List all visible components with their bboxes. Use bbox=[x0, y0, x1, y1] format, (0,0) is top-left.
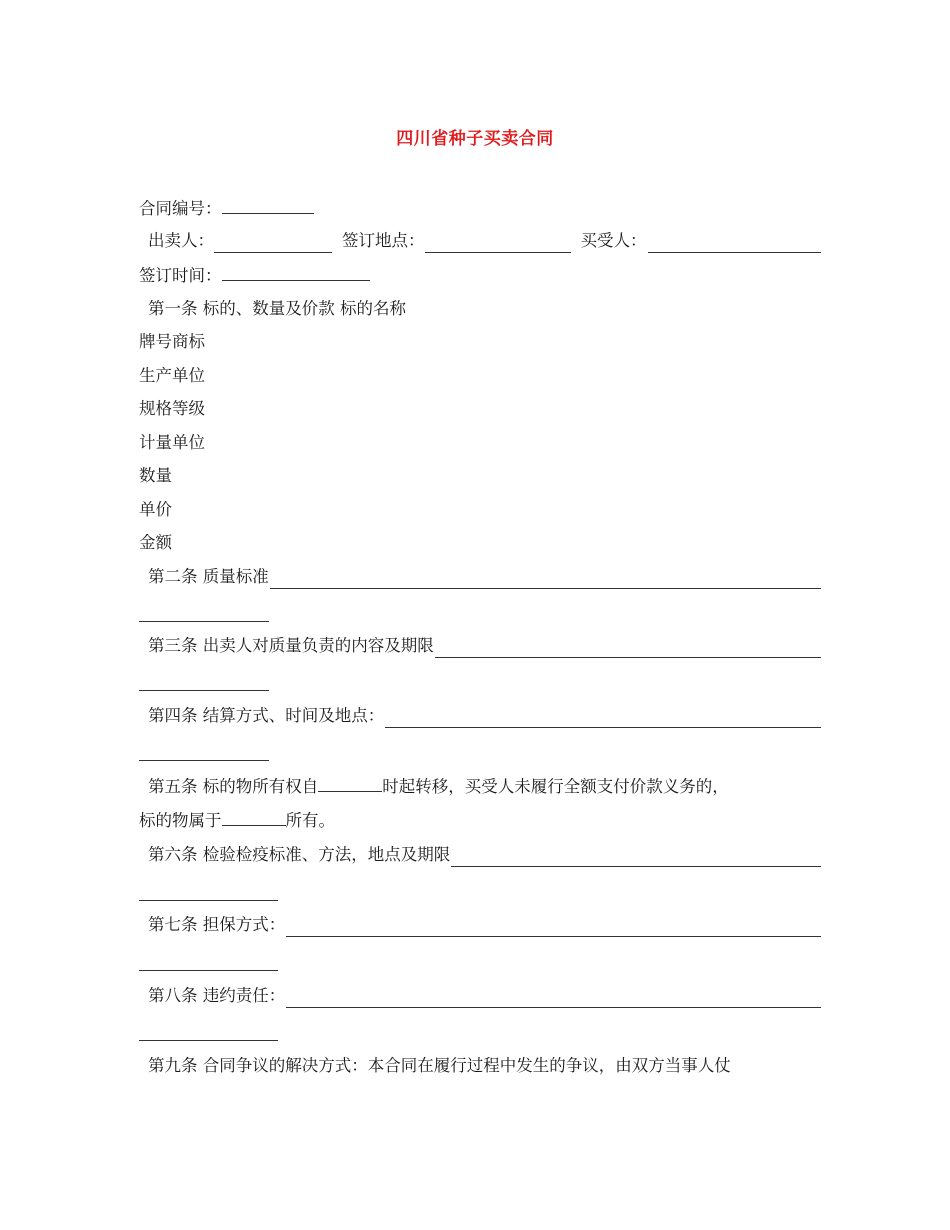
article-6-blank[interactable] bbox=[451, 849, 821, 867]
item-brand: 牌号商标 bbox=[139, 332, 205, 351]
item-quantity: 数量 bbox=[139, 466, 172, 485]
signing-time-label: 签订时间： bbox=[139, 266, 222, 285]
article-8-blank[interactable] bbox=[286, 990, 821, 1008]
ownership-transfer-blank[interactable] bbox=[318, 774, 382, 792]
item-producer: 生产单位 bbox=[139, 366, 205, 385]
buyer-label: 买受人： bbox=[580, 231, 647, 250]
contract-number-label: 合同编号： bbox=[139, 199, 222, 218]
article-5-text-d: 所有。 bbox=[285, 811, 335, 830]
item-grade: 规格等级 bbox=[139, 399, 205, 418]
item-amount: 金额 bbox=[139, 533, 172, 552]
item-price: 单价 bbox=[139, 500, 172, 519]
article-7 bbox=[139, 913, 821, 937]
article-3-text: 第三条 出卖人对质量负责的内容及期限 bbox=[148, 636, 434, 655]
article-5-continued bbox=[139, 808, 812, 832]
article-2-blank[interactable] bbox=[270, 571, 821, 589]
article-2 bbox=[139, 565, 821, 589]
article-4-blank[interactable] bbox=[385, 710, 821, 728]
signing-place-blank[interactable] bbox=[425, 235, 571, 253]
article-2-text: 第二条 质量标准 bbox=[148, 567, 269, 586]
seller-blank[interactable] bbox=[214, 235, 332, 253]
article-6 bbox=[139, 843, 821, 867]
article-4-blank-continued[interactable] bbox=[139, 760, 269, 761]
article-7-text: 第七条 担保方式： bbox=[148, 915, 286, 934]
article-4 bbox=[139, 704, 821, 728]
document-title: 四川省种子买卖合同 bbox=[396, 129, 554, 149]
signing-time-blank[interactable] bbox=[222, 263, 370, 281]
article-7-blank-continued[interactable] bbox=[139, 970, 278, 971]
article-8 bbox=[139, 984, 821, 1008]
item-unit: 计量单位 bbox=[139, 433, 205, 452]
article-5 bbox=[139, 774, 821, 798]
seller-label: 出卖人： bbox=[148, 231, 214, 250]
article-3-blank-continued[interactable] bbox=[139, 690, 269, 691]
article-9: 第九条 合同争议的解决方式：本合同在履行过程中发生的争议，由双方当事人仗 bbox=[148, 1056, 731, 1075]
article-6-blank-continued[interactable] bbox=[139, 900, 278, 901]
article-6-text: 第六条 检验检疫标准、方法，地点及期限 bbox=[148, 845, 451, 864]
ownership-holder-blank[interactable] bbox=[222, 808, 286, 826]
article-7-blank[interactable] bbox=[286, 919, 821, 937]
article-4-text: 第四条 结算方式、时间及地点： bbox=[148, 706, 385, 725]
contract-number-line bbox=[139, 196, 812, 220]
article-8-blank-continued[interactable] bbox=[139, 1040, 278, 1041]
signing-place-label: 签订地点： bbox=[342, 231, 425, 250]
article-5-text-a: 第五条 标的物所有权自 bbox=[148, 777, 319, 796]
article-1: 第一条 标的、数量及价款 标的名称 bbox=[148, 299, 406, 318]
article-8-text: 第八条 违约责任： bbox=[148, 986, 286, 1005]
article-3-blank[interactable] bbox=[435, 640, 821, 658]
article-5-text-b: 时起转移，买受人未履行全额支付价款义务的， bbox=[382, 777, 729, 796]
article-2-blank-continued[interactable] bbox=[139, 621, 269, 622]
parties-line bbox=[139, 229, 821, 253]
article-5-text-c: 标的物属于 bbox=[139, 811, 222, 830]
signing-time-line bbox=[139, 263, 812, 287]
article-3 bbox=[139, 634, 821, 658]
buyer-blank[interactable] bbox=[648, 235, 822, 253]
contract-number-blank[interactable] bbox=[222, 196, 314, 214]
